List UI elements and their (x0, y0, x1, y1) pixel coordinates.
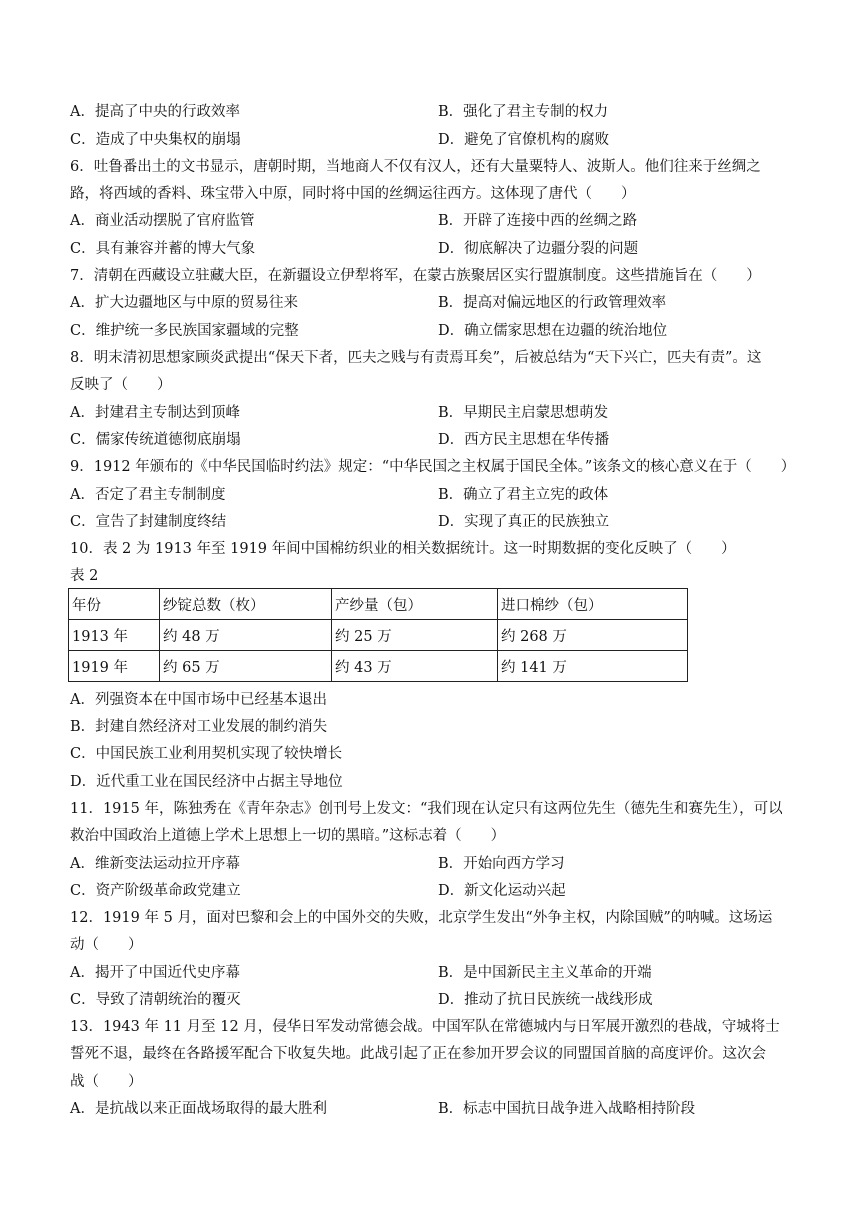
table-cell: 约 65 万 (160, 651, 332, 682)
table-header-cell: 年份 (69, 589, 160, 620)
q7-option-c: C．维护统一多民族国家疆域的完整 (70, 323, 299, 339)
q13-option-a: A．是抗战以来正面战场取得的最大胜利 (70, 1101, 327, 1117)
table-header-cell: 纱锭总数（枚） (160, 589, 332, 620)
q8-stem-line-1: 8．明末清初思想家顾炎武提出“保天下者，匹夫之贱与有责焉耳矣”，后被总结为“天下兴亡，匹夫有责”。这 (70, 350, 762, 366)
q12-option-a: A．揭开了中国近代史序幕 (70, 965, 240, 981)
q11-option-b: B．开始向西方学习 (438, 856, 565, 872)
q8-option-d: D．西方民主思想在华传播 (438, 432, 610, 448)
q10-option-b: B．封建自然经济对工业发展的制约消失 (70, 719, 328, 735)
table-cell: 1913 年 (69, 620, 160, 651)
q7-stem-line-1: 7．清朝在西藏设立驻藏大臣，在新疆设立伊犁将军，在蒙古族聚居区实行盟旗制度。这些措施旨在（ ） (70, 268, 761, 284)
q6-option-b: B．开辟了连接中西的丝绸之路 (438, 213, 638, 229)
table-row (69, 620, 688, 651)
q9-stem-line-1: 9．1912 年颁布的《中华民国临时约法》规定：“中华民国之主权属于国民全体。”该条文的核心意义在于（ ） (70, 459, 796, 475)
q13-stem-line-3: 战（ ） (70, 1074, 143, 1090)
q7-option-b: B．提高对偏远地区的行政管理效率 (438, 295, 667, 311)
q12-option-b: B．是中国新民主主义革命的开端 (438, 965, 652, 981)
q11-stem-line-2: 救治中国政治上道德上学术上思想上一切的黑暗。”这标志着（ ） (70, 828, 506, 844)
table-cell: 约 268 万 (498, 620, 688, 651)
q11-stem-line-1: 11．1915 年，陈独秀在《青年杂志》创刊号上发文：“我们现在认定只有这两位先生（德先生和赛先生），可以 (70, 801, 783, 817)
table-cell: 约 43 万 (332, 651, 498, 682)
table-cell: 1919 年 (69, 651, 160, 682)
table-cell: 约 141 万 (498, 651, 688, 682)
q6-stem-line-2: 路，将西域的香料、珠宝带入中原，同时将中国的丝绸运往西方。这体现了唐代（ ） (70, 186, 636, 202)
table-cell: 约 48 万 (160, 620, 332, 651)
q8-option-a: A．封建君主专制达到顶峰 (70, 405, 240, 421)
q9-option-b: B．确立了君主立宪的政体 (438, 487, 609, 503)
q5-option-a: A．提高了中央的行政效率 (70, 104, 240, 120)
q9-option-d: D．实现了真正的民族独立 (438, 514, 610, 530)
q12-option-d: D．推动了抗日民族统一战线形成 (438, 992, 653, 1008)
q9-option-c: C．宣告了封建制度终结 (70, 514, 227, 530)
table-header-row (69, 589, 688, 620)
q8-stem-line-2: 反映了（ ） (70, 377, 172, 393)
q12-stem-line-2: 动（ ） (70, 937, 143, 953)
q11-option-a: A．维新变法运动拉开序幕 (70, 856, 240, 872)
table-caption: 表 2 (70, 568, 99, 584)
q6-option-d: D．彻底解决了边疆分裂的问题 (438, 241, 639, 257)
table-cell: 约 25 万 (332, 620, 498, 651)
q13-stem-line-1: 13．1943 年 11 月至 12 月，侵华日军发动常德会战。中国军队在常德城内与日军展开激烈的巷战，守城将士 (70, 1019, 780, 1035)
q10-option-c: C．中国民族工业利用契机实现了较快增长 (70, 746, 343, 762)
q5-option-d: D．避免了官僚机构的腐败 (438, 132, 610, 148)
q5-option-b: B．强化了君主专制的权力 (438, 104, 609, 120)
q13-stem-line-2: 誓死不退，最终在各路援军配合下收复失地。此战引起了正在参加开罗会议的同盟国首脑的高度评价。这次会 (70, 1046, 766, 1062)
q8-option-c: C．儒家传统道德彻底崩塌 (70, 432, 241, 448)
q6-option-a: A．商业活动摆脱了官府监管 (70, 213, 255, 229)
q10-stem-line-1: 10．表 2 为 1913 年至 1919 年间中国棉纺织业的相关数据统计。这一时期数据的变化反映了（ ） (70, 541, 736, 557)
data-table (68, 588, 688, 682)
q13-option-b: B．标志中国抗日战争进入战略相持阶段 (438, 1101, 696, 1117)
q5-option-c: C．造成了中央集权的崩塌 (70, 132, 241, 148)
q6-option-c: C．具有兼容并蓄的博大气象 (70, 241, 256, 257)
q7-option-a: A．扩大边疆地区与中原的贸易往来 (70, 295, 298, 311)
q11-option-d: D．新文化运动兴起 (438, 883, 566, 899)
q9-option-a: A．否定了君主专制制度 (70, 487, 226, 503)
q10-option-a: A．列强资本在中国市场中已经基本退出 (70, 692, 327, 708)
q7-option-d: D．确立儒家思想在边疆的统治地位 (438, 323, 668, 339)
q8-option-b: B．早期民主启蒙思想萌发 (438, 405, 609, 421)
q10-option-d: D．近代重工业在国民经济中占据主导地位 (70, 774, 343, 790)
q12-stem-line-1: 12．1919 年 5 月，面对巴黎和会上的中国外交的失败，北京学生发出“外争主权，内除国贼”的呐喊。这场运 (70, 910, 773, 926)
q6-stem-line-1: 6．吐鲁番出土的文书显示，唐朝时期，当地商人不仅有汉人，还有大量粟特人、波斯人。他们往来于丝绸之 (70, 159, 761, 175)
table-row (69, 651, 688, 682)
q12-option-c: C．导致了清朝统治的覆灭 (70, 992, 241, 1008)
table-header-cell: 进口棉纱（包） (498, 589, 688, 620)
q11-option-c: C．资产阶级革命政党建立 (70, 883, 241, 899)
table-header-cell: 产纱量（包） (332, 589, 498, 620)
